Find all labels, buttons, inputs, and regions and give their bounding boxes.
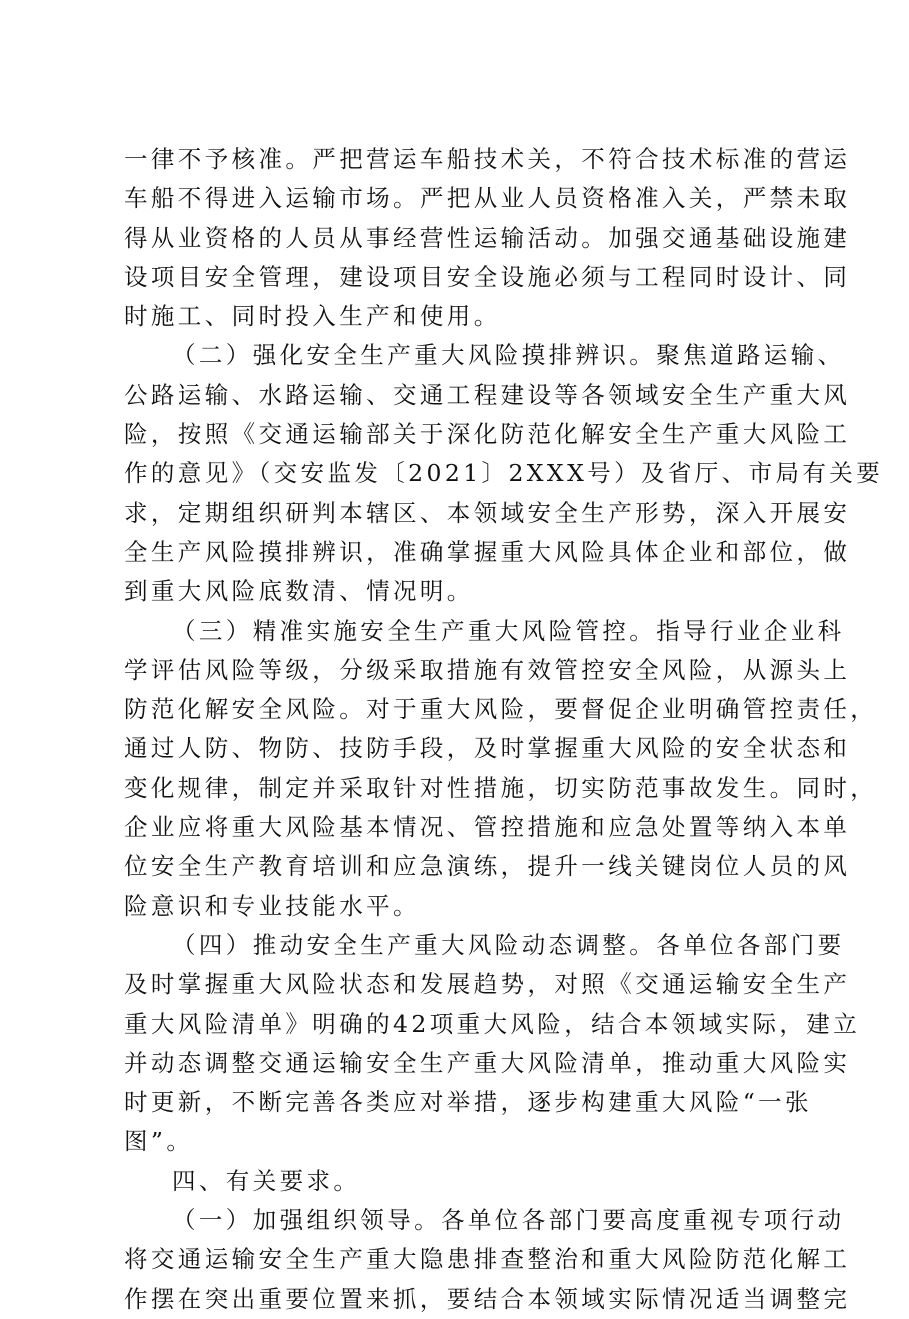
- text-line: 车船不得进入运输市场。严把从业人员资格准入关，严禁未取: [124, 184, 851, 213]
- text-line: 作摆在突出重要位置来抓，要结合本领域实际情况适当调整完: [124, 1284, 851, 1313]
- text-line: 企业应将重大风险基本情况、管控措施和应急处置等纳入本单: [124, 813, 851, 842]
- text-line: 得从业资格的人员从事经营性运输活动。加强交通基础设施建: [124, 223, 851, 252]
- text-line: 位安全生产教育培训和应急演练，提升一线关键岗位人员的风: [124, 852, 851, 881]
- paragraph-heading-line: （三）精准实施安全生产重大风险管控。指导行业企业科: [172, 616, 845, 645]
- text-line: 时施工、同时投入生产和使用。: [124, 302, 501, 331]
- text-line: 并动态调整交通运输安全生产重大风险清单，推动重大风险实: [124, 1048, 851, 1077]
- text-line: 全生产风险摸排辨识，准确掌握重大风险具体企业和部位，做: [124, 537, 851, 566]
- text-line: 险，按照《交通运输部关于深化防范化解安全生产重大风险工: [124, 420, 851, 449]
- document-body: [124, 140, 884, 1319]
- paragraph-heading-line: （四）推动安全生产重大风险动态调整。各单位各部门要: [172, 930, 845, 959]
- text-line: 到重大风险底数清、情况明。: [124, 577, 474, 606]
- text-line: 变化规律，制定并采取针对性措施，切实防范事故发生。同时，: [124, 773, 878, 802]
- section-heading-line: 四、有关要求。: [172, 1166, 361, 1195]
- text-line: 图”。: [124, 1127, 194, 1156]
- text-line: 险意识和专业技能水平。: [124, 891, 420, 920]
- text-line: 重大风险清单》明确的42项重大风险，结合本领域实际，建立: [124, 1009, 861, 1038]
- text-line: 作的意见》（交安监发〔2021〕2XXX号）及省厅、市局有关要: [124, 459, 884, 488]
- text-line: 设项目安全管理，建设项目安全设施必须与工程同时设计、同: [124, 262, 851, 291]
- text-line: 学评估风险等级，分级采取措施有效管控安全风险，从源头上: [124, 655, 851, 684]
- text-line: 时更新，不断完善各类应对举措，逐步构建重大风险“一张: [124, 1088, 812, 1117]
- text-line: 一律不予核准。严把营运车船技术关，不符合技术标准的营运: [124, 145, 851, 173]
- paragraph-heading-line: （一）加强组织领导。各单位各部门要高度重视专项行动: [172, 1206, 845, 1235]
- text-line: 防范化解安全风险。对于重大风险，要督促企业明确管控责任，: [124, 695, 878, 724]
- text-line: 及时掌握重大风险状态和发展趋势，对照《交通运输安全生产: [124, 970, 851, 999]
- text-line: 求，定期组织研判本辖区、本领域安全生产形势，深入开展安: [124, 498, 851, 527]
- text-line: 公路运输、水路运输、交通工程建设等各领域安全生产重大风: [124, 380, 851, 409]
- text-line: 将交通运输安全生产重大隐患排查整治和重大风险防范化解工: [124, 1245, 851, 1274]
- text-line: 通过人防、物防、技防手段，及时掌握重大风险的安全状态和: [124, 734, 851, 763]
- paragraph-heading-line: （二）强化安全生产重大风险摸排辨识。聚焦道路运输、: [172, 341, 845, 370]
